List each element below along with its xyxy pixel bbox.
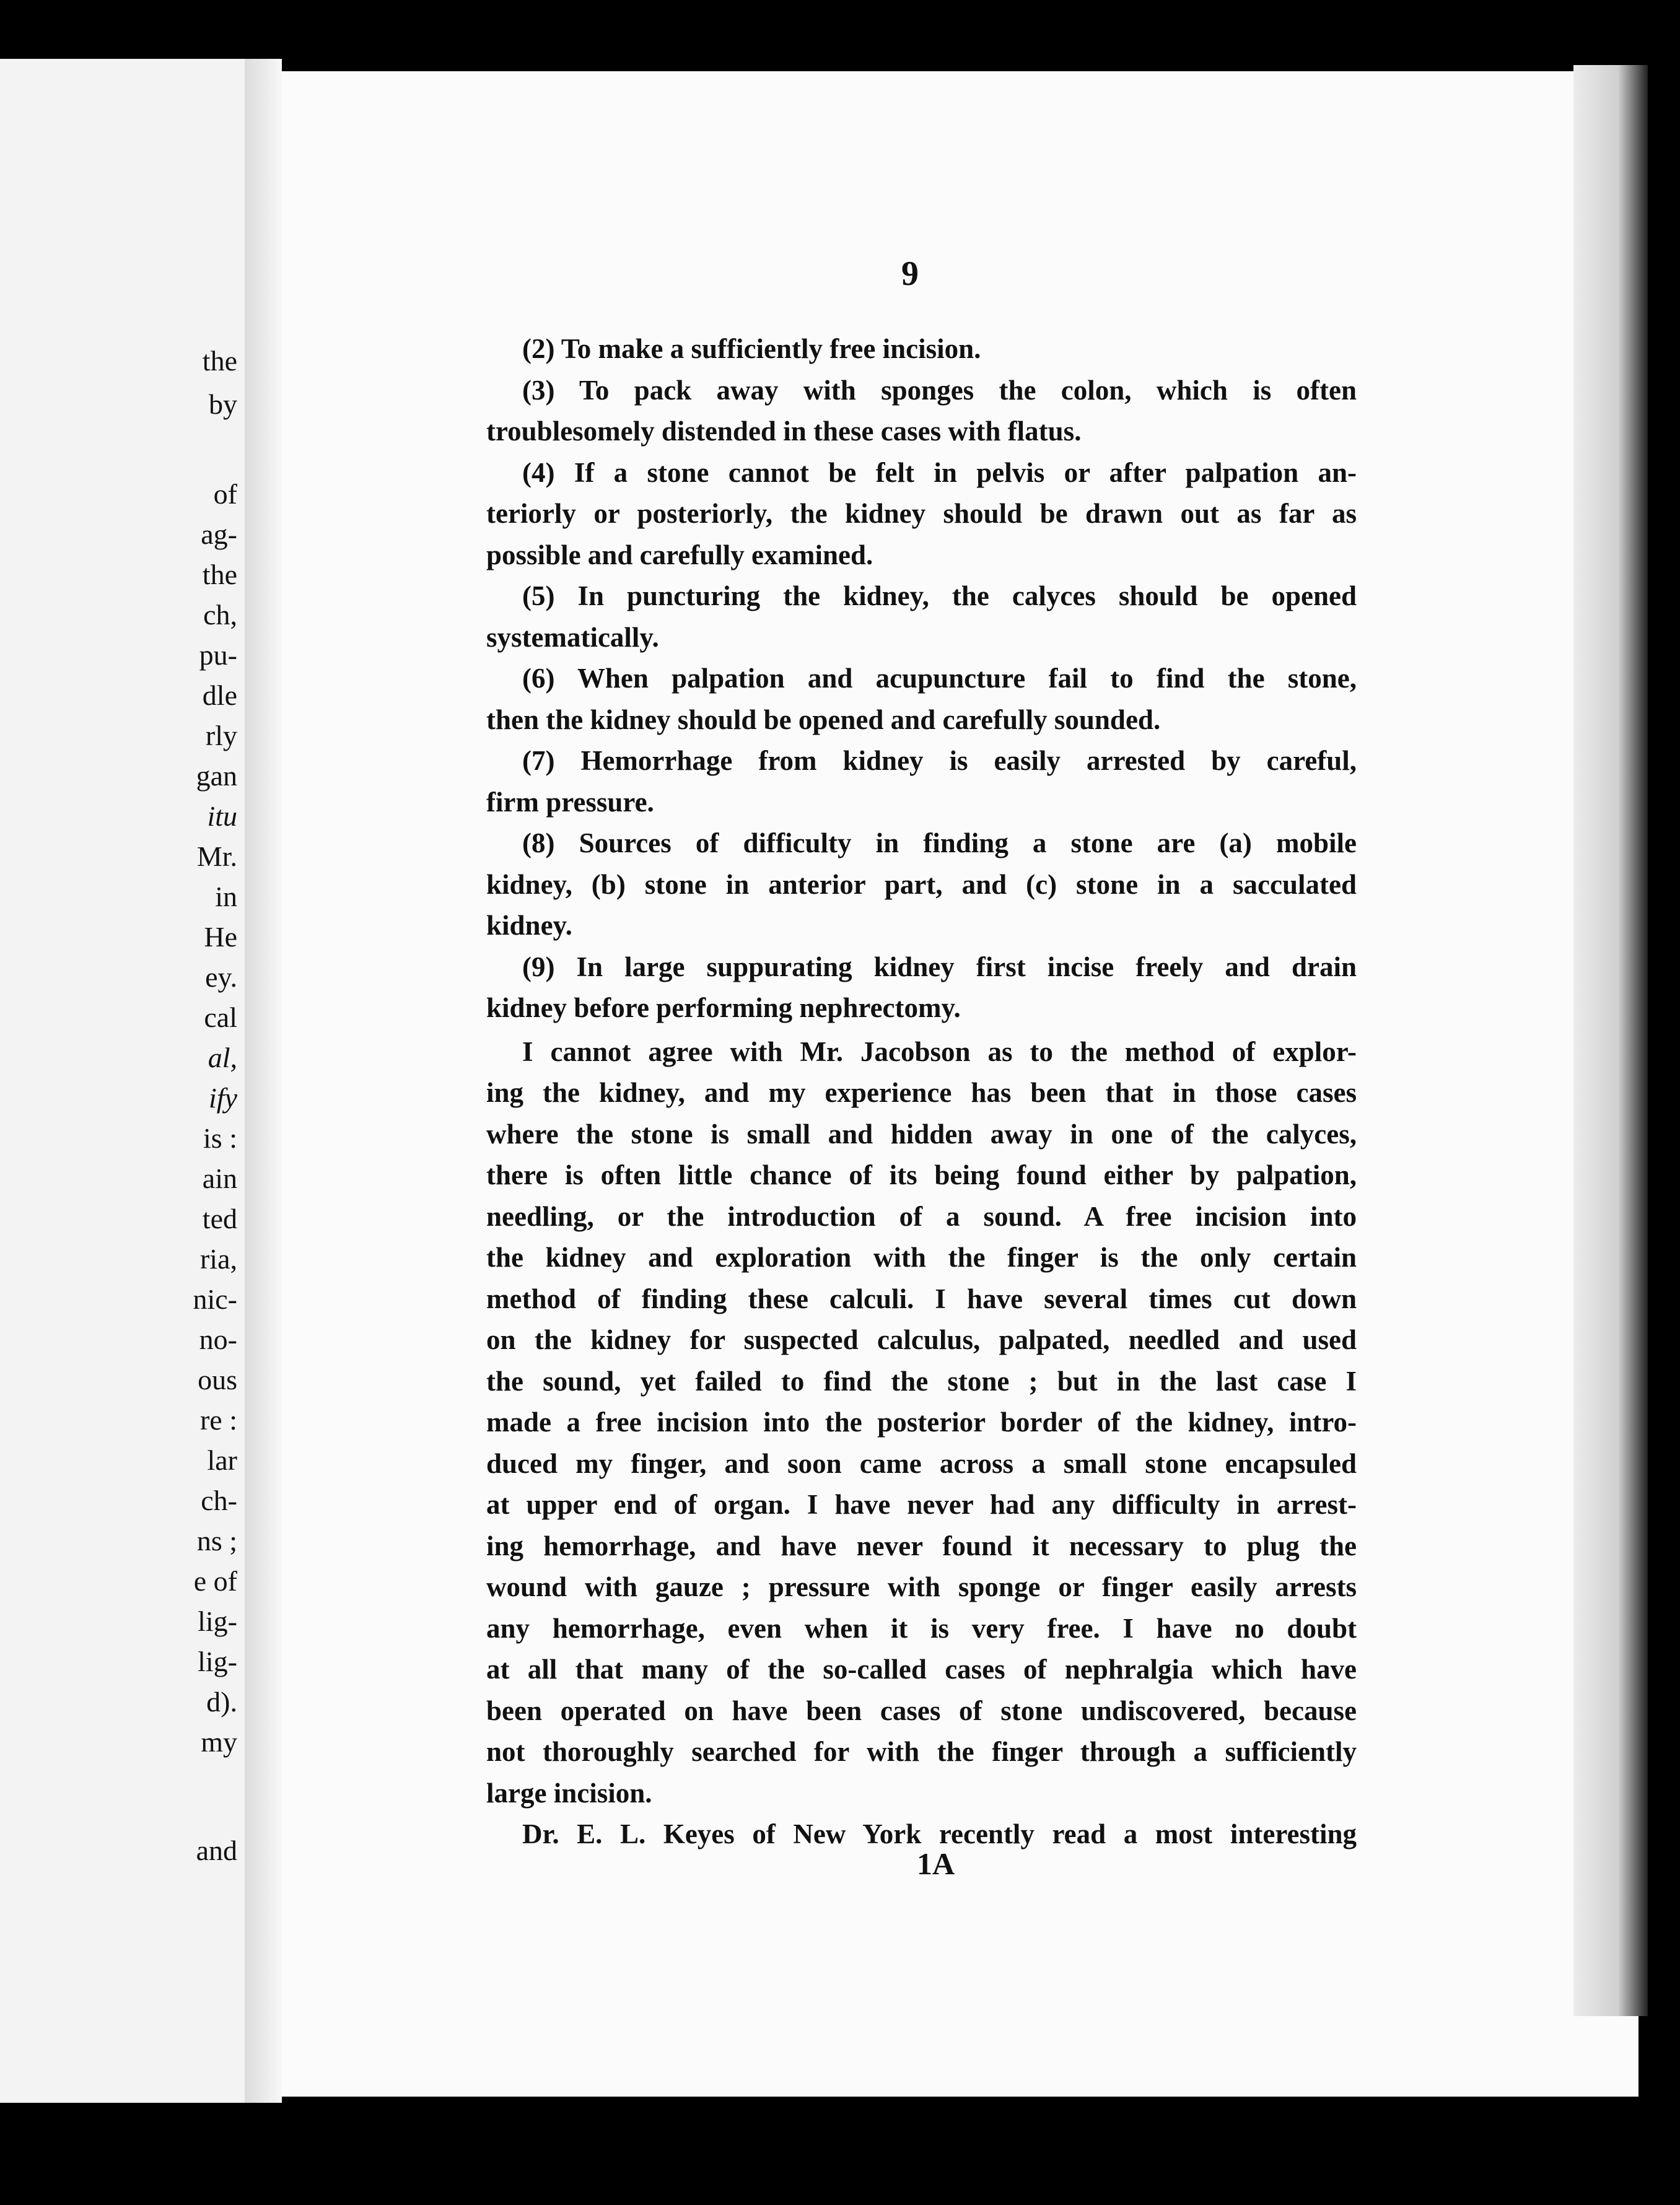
text-line: duced my finger, and soon came across a small stone encapsuled xyxy=(486,1447,1357,1479)
left-fragment: gan xyxy=(196,760,237,792)
page-number: 9 xyxy=(901,255,919,293)
left-fragment: of xyxy=(213,478,237,510)
left-fragment: is : xyxy=(203,1122,237,1154)
left-page xyxy=(0,59,245,2103)
text-line: method of finding these calculi. I have several times cut down xyxy=(486,1283,1357,1314)
text-line: any hemorrhage, even when it is very free. I have no doubt xyxy=(486,1612,1357,1644)
text-line: kidney, (b) stone in anterior part, and (c) stone in a sacculated xyxy=(486,868,1357,900)
left-fragment: my xyxy=(201,1726,237,1758)
text-line: there is often little chance of its being found either by palpation, xyxy=(486,1159,1357,1190)
left-fragment: rly xyxy=(205,720,237,751)
signature-mark: 1A xyxy=(917,1846,955,1881)
text-line: then the kidney should be opened and carefully sounded. xyxy=(486,704,1161,735)
left-fragment: He xyxy=(204,921,237,953)
left-fragment: ch, xyxy=(203,599,237,631)
left-fragment: ns ; xyxy=(196,1525,237,1557)
left-fragment: ify xyxy=(209,1082,237,1114)
left-fragment: itu xyxy=(207,800,237,832)
text-line: Dr. E. L. Keyes of New York recently read a most interesting xyxy=(522,1819,1357,1849)
left-fragment: e of xyxy=(193,1565,237,1597)
left-fragment: lig- xyxy=(198,1646,237,1677)
page-edge xyxy=(1573,65,1648,2016)
left-fragment: the xyxy=(202,345,237,377)
text-line: at all that many of the so-called cases of nephralgia which have xyxy=(486,1654,1357,1685)
text-line: (8) Sources of difficulty in finding a stone are (a) mobile xyxy=(522,827,1357,858)
text-line: systematically. xyxy=(486,621,659,653)
text-line: (6) When palpation and acupuncture fail to find the stone, xyxy=(522,663,1357,694)
text-line: possible and carefully examined. xyxy=(486,539,873,570)
book-gutter xyxy=(245,59,282,2103)
left-fragment: Mr. xyxy=(196,841,237,872)
left-fragment: ted xyxy=(202,1203,237,1234)
text-line: not thoroughly searched for with the finger through a sufficiently xyxy=(486,1736,1357,1767)
text-line: wound with gauze ; pressure with sponge or finger easily arrests xyxy=(486,1571,1357,1602)
text-line: the sound, yet failed to find the stone ; but in the last case I xyxy=(486,1365,1357,1397)
left-fragment: by xyxy=(209,388,237,420)
text-line: (9) In large suppurating kidney first incise freely and drain xyxy=(522,951,1357,982)
text-line: needling, or the introduction of a sound. A free incision into xyxy=(486,1200,1357,1232)
left-fragment: and xyxy=(196,1835,237,1866)
left-fragment: nic- xyxy=(193,1283,237,1315)
text-line: (3) To pack away with sponges the colon, which is often xyxy=(522,374,1357,406)
text-line: on the kidney for suspected calculus, palpated, needled and used xyxy=(486,1324,1357,1355)
left-fragment: re : xyxy=(199,1404,237,1436)
left-fragment: al, xyxy=(208,1042,237,1073)
text-line: (7) Hemorrhage from kidney is easily arrested by careful, xyxy=(522,745,1357,776)
text-line: ing the kidney, and my experience has been that in those cases xyxy=(486,1077,1357,1108)
text-line: troublesomely distended in these cases with flatus. xyxy=(486,416,1082,447)
text-line: firm pressure. xyxy=(486,786,654,818)
left-fragment: no- xyxy=(199,1324,237,1355)
text-line: (4) If a stone cannot be felt in pelvis or after palpation an- xyxy=(522,456,1357,488)
text-line: kidney before performing nephrectomy. xyxy=(486,992,961,1023)
text-line: at upper end of organ. I have never had any difficulty in arrest- xyxy=(486,1489,1357,1520)
left-fragment: dle xyxy=(202,679,237,711)
text-line: been operated on have been cases of stone undiscovered, because xyxy=(486,1695,1357,1726)
left-fragment: ey. xyxy=(205,961,237,993)
left-fragment: lar xyxy=(207,1444,237,1476)
left-fragment: ch- xyxy=(201,1485,237,1516)
text-line: made a free incision into the posterior border of the kidney, intro- xyxy=(486,1407,1357,1438)
left-fragment: in xyxy=(215,881,237,912)
text-line: teriorly or posteriorly, the kidney should be drawn out as far as xyxy=(486,498,1357,529)
left-fragment: ag- xyxy=(201,518,237,550)
text-line: large incision. xyxy=(486,1777,652,1809)
left-fragment: ous xyxy=(198,1364,237,1395)
left-fragment: ria, xyxy=(199,1243,237,1275)
left-fragment: d). xyxy=(206,1686,237,1718)
left-fragment: pu- xyxy=(199,639,237,671)
text-line: (2) To make a sufficiently free incision. xyxy=(522,333,981,364)
text-line: kidney. xyxy=(486,910,572,941)
left-fragment: ain xyxy=(202,1163,237,1194)
text-line: where the stone is small and hidden away in one of the calyces, xyxy=(486,1118,1357,1150)
left-fragment: the xyxy=(202,559,237,590)
text-line: the kidney and exploration with the finger is the only certain xyxy=(486,1242,1357,1273)
left-fragment: cal xyxy=(204,1002,237,1033)
body-text xyxy=(486,328,1357,1855)
left-fragment: lig- xyxy=(198,1605,237,1637)
text-line: ing hemorrhage, and have never found it necessary to plug the xyxy=(486,1530,1357,1561)
text-line: (5) In puncturing the kidney, the calyces should be opened xyxy=(522,580,1357,611)
text-line: I cannot agree with Mr. Jacobson as to the method of explor- xyxy=(522,1036,1357,1067)
